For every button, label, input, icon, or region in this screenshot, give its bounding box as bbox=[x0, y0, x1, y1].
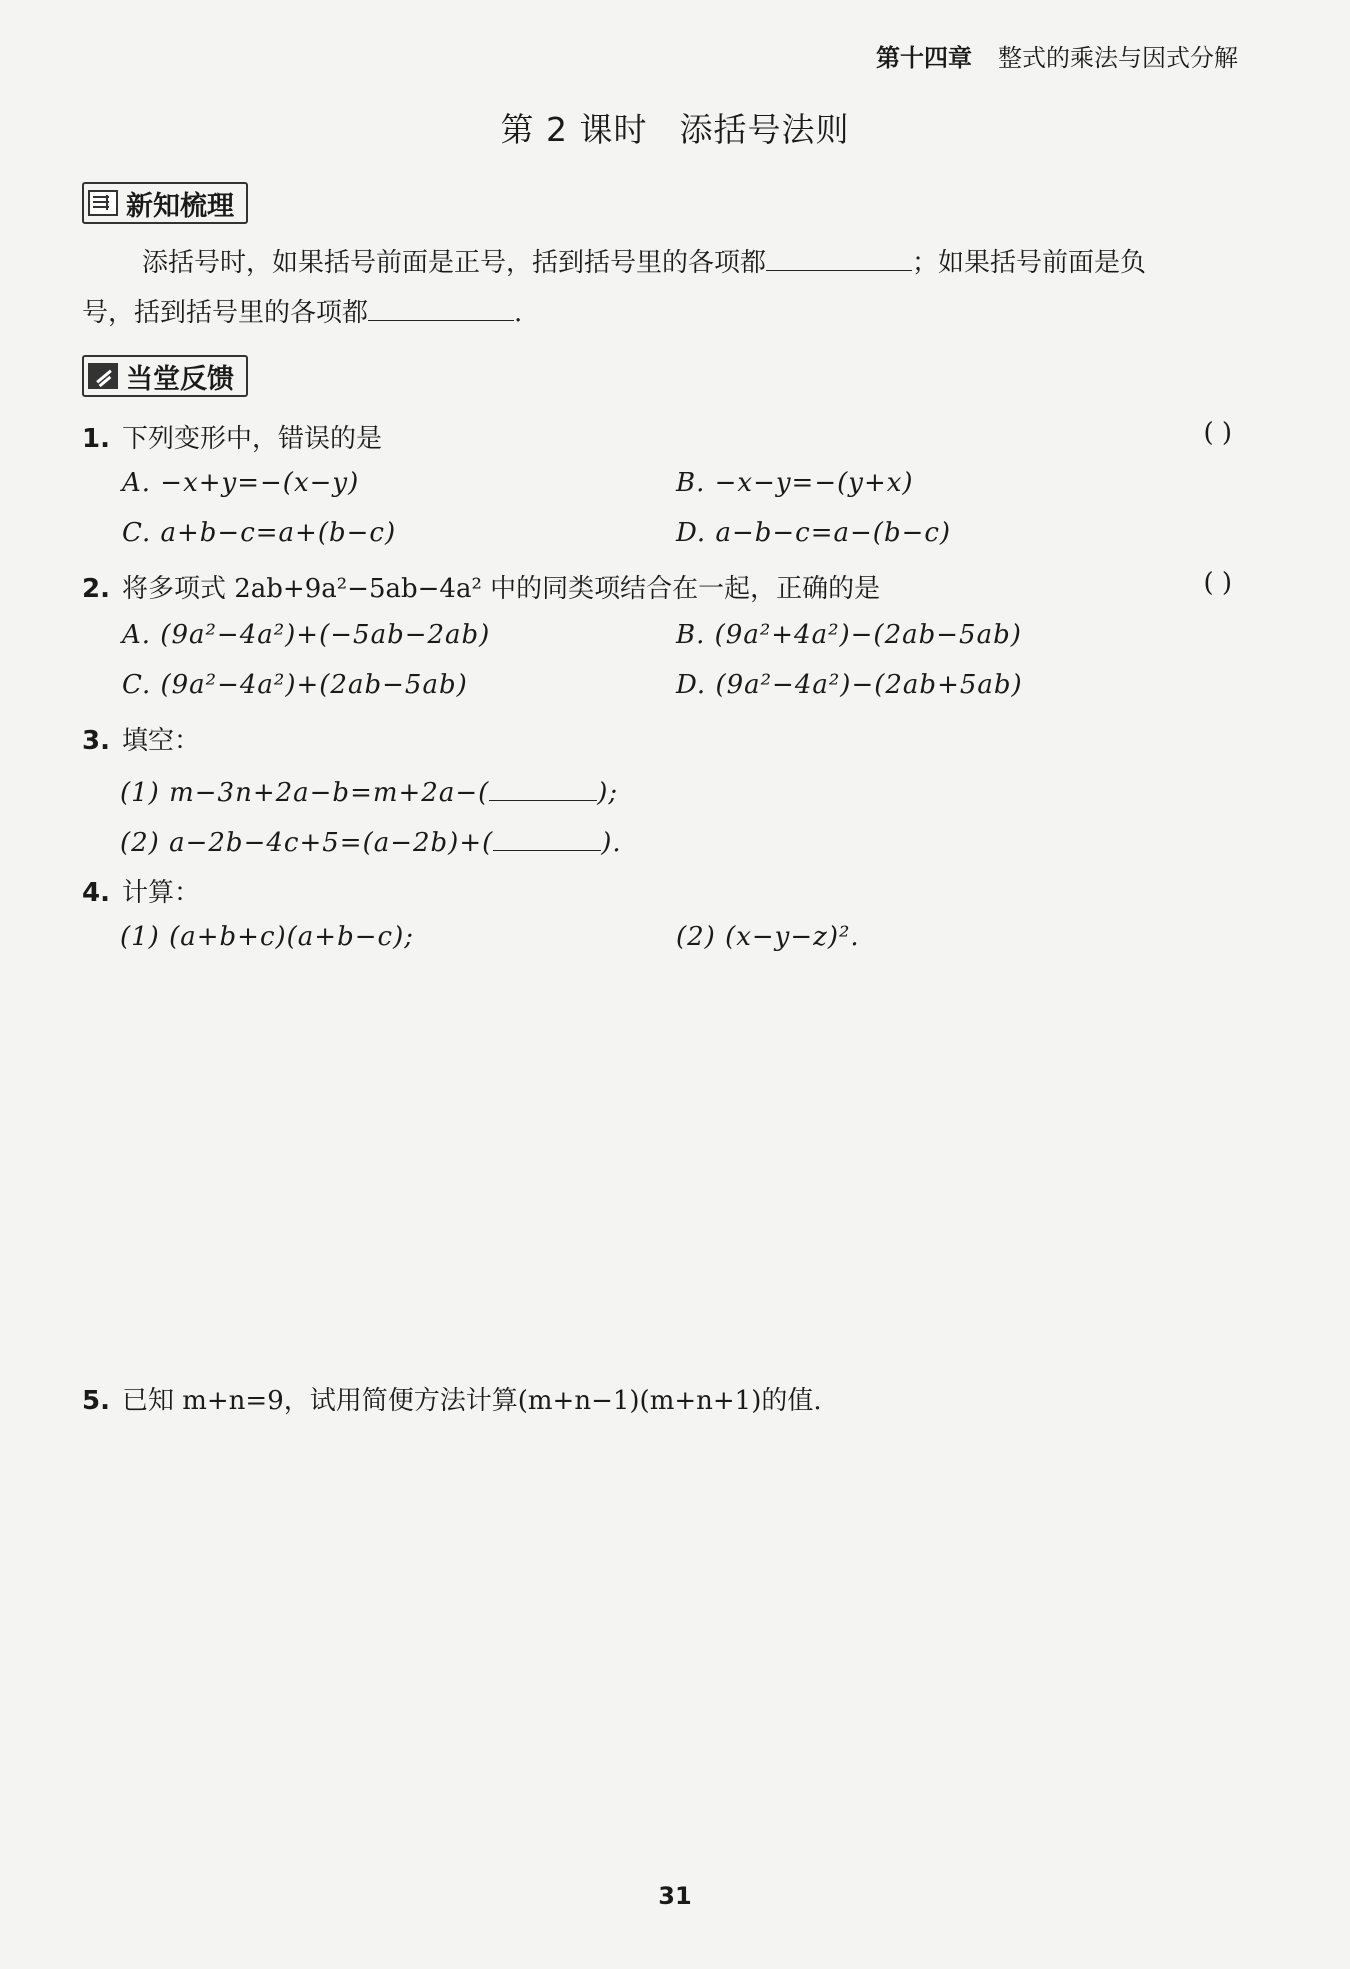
fill-item-text: (2) a−2b−4c+5=(a−2b)+( bbox=[120, 828, 494, 858]
option-a: A. (9a²−4a²)+(−5ab−2ab) bbox=[122, 620, 491, 650]
rule-text-a: 添括号时，如果括号前面是正号，括到括号里的各项都 bbox=[142, 248, 767, 278]
question-number: 5. bbox=[82, 1386, 110, 1416]
fill-item-text: (1) m−3n+2a−b=m+2a−( bbox=[120, 778, 490, 808]
page-number: 31 bbox=[658, 1882, 692, 1910]
fill-item-end: ). bbox=[601, 828, 622, 858]
rule-text-c: 号，括到括号里的各项都 bbox=[82, 298, 369, 328]
question-text: 已知 m+n=9，试用简便方法计算(m+n−1)(m+n+1)的值. bbox=[121, 1386, 822, 1416]
option-a: A. −x+y=−(x−y) bbox=[122, 468, 360, 498]
answer-parentheses[interactable]: ( ) bbox=[1203, 418, 1232, 448]
option-b: B. −x−y=−(y+x) bbox=[676, 468, 914, 498]
option-d: D. (9a²−4a²)−(2ab+5ab) bbox=[676, 670, 1023, 700]
fill-item-1 bbox=[120, 772, 618, 808]
lesson-number: 第 2 课时 bbox=[500, 110, 648, 149]
lesson-title bbox=[0, 104, 1350, 151]
answer-blank[interactable] bbox=[766, 242, 912, 271]
question-4 bbox=[82, 872, 200, 909]
chapter-header bbox=[876, 38, 1238, 73]
question-3 bbox=[82, 720, 200, 757]
answer-blank[interactable] bbox=[493, 822, 601, 851]
question-text: 将多项式 2ab+9a²−5ab−4a² 中的同类项结合在一起，正确的是 bbox=[121, 574, 881, 604]
rule-text-b: ；如果括号前面是负 bbox=[912, 248, 1147, 278]
question-text: 下列变形中，错误的是 bbox=[121, 424, 382, 454]
fill-item-2 bbox=[120, 822, 622, 858]
work-space[interactable] bbox=[120, 922, 1230, 1362]
question-1 bbox=[82, 418, 382, 455]
work-space[interactable] bbox=[82, 1440, 1232, 1840]
option-d: D. a−b−c=a−(b−c) bbox=[676, 518, 952, 548]
calc-item-1: (1) (a+b+c)(a+b−c); bbox=[120, 922, 414, 952]
rule-text-d: . bbox=[514, 298, 523, 328]
option-c: C. a+b−c=a+(b−c) bbox=[122, 518, 397, 548]
question-5 bbox=[82, 1380, 822, 1417]
rule-paragraph bbox=[82, 238, 1232, 288]
question-text: 填空： bbox=[121, 726, 200, 756]
option-c: C. (9a²−4a²)+(2ab−5ab) bbox=[122, 670, 468, 700]
answer-blank[interactable] bbox=[489, 772, 597, 801]
option-b: B. (9a²+4a²)−(2ab−5ab) bbox=[676, 620, 1022, 650]
lesson-topic: 添括号法则 bbox=[679, 110, 850, 149]
question-number: 4. bbox=[82, 878, 110, 908]
answer-blank[interactable] bbox=[368, 292, 514, 321]
section-feedback bbox=[82, 355, 248, 397]
section-label: 新知梳理 bbox=[126, 190, 234, 222]
chapter-number: 第十四章 bbox=[876, 44, 972, 72]
fill-item-end: ); bbox=[597, 778, 619, 808]
pencil-icon bbox=[88, 363, 118, 389]
question-number: 3. bbox=[82, 726, 110, 756]
chapter-title: 整式的乘法与因式分解 bbox=[998, 44, 1238, 72]
question-2 bbox=[82, 568, 880, 605]
answer-parentheses[interactable]: ( ) bbox=[1203, 568, 1232, 598]
question-number: 1. bbox=[82, 424, 110, 454]
calc-item-2: (2) (x−y−z)². bbox=[676, 922, 860, 952]
question-text: 计算： bbox=[121, 878, 200, 908]
section-new-knowledge bbox=[82, 182, 248, 224]
rule-paragraph-cont bbox=[82, 288, 1232, 338]
question-number: 2. bbox=[82, 574, 110, 604]
section-label: 当堂反馈 bbox=[126, 363, 234, 395]
book-icon bbox=[88, 190, 118, 216]
